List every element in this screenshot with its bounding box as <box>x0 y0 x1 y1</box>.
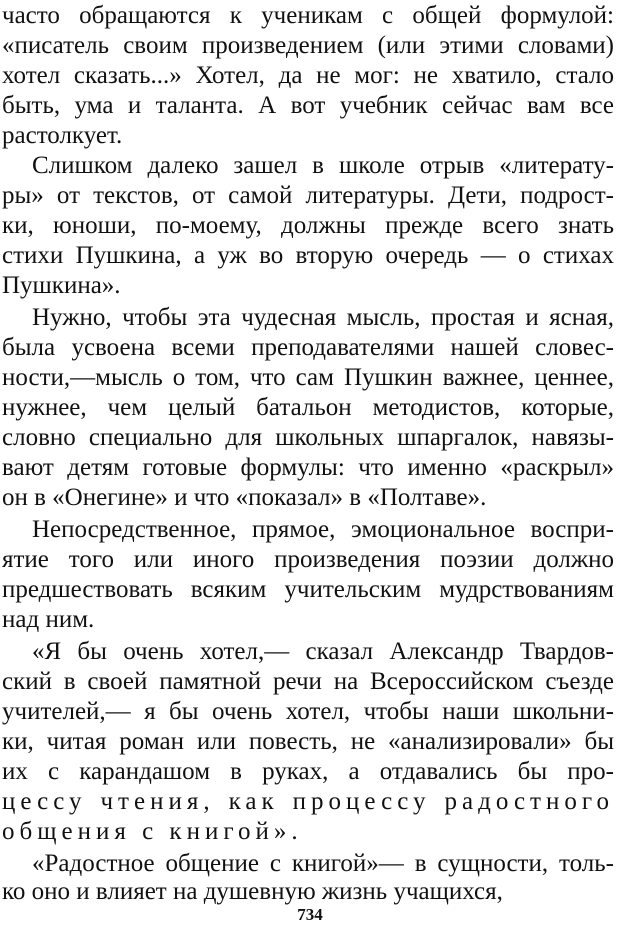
paragraph-first-line: Нужно, чтобы эта чудесная мысль, простая и ясная, <box>32 304 614 331</box>
text-line-spaced: общения с книгой». <box>2 818 303 845</box>
text-line: ский в своей памятной речи на Всероссийском съезде <box>2 668 614 695</box>
text-line: ры» от текстов, от самой литературы. Дети, подрост- <box>2 182 614 209</box>
text-line: ки, читая роман или повесть, не «анализировали» бы <box>2 728 614 755</box>
text-line: ятие того или иного произведения поэзии должно <box>2 546 614 573</box>
paragraph-first-line: Слишком далеко зашел в школе отрыв «литерату- <box>32 152 614 179</box>
page-number: 734 <box>297 905 323 924</box>
paragraph-first-line: «Я бы очень хотел,— сказал Александр Твардов- <box>32 638 614 665</box>
paragraph-first-line: Непосредственное, прямое, эмоциональное воспри- <box>32 516 614 543</box>
paragraph-first-line: «Радостное общение с книгой»— в сущности, толь- <box>32 850 614 877</box>
text-line: часто обращаются к ученикам с общей формулой: <box>2 2 614 29</box>
text-line: над ним. <box>2 606 95 633</box>
text-line: учителей,— я бы очень хотел, чтобы наши школьни- <box>2 698 614 725</box>
text-line: их с карандашом в руках, а отдавались бы про- <box>2 758 614 785</box>
text-line: словно специально для школьных шпаргалок, навязы- <box>2 424 614 451</box>
text-line: ки, юноши, по-моему, должны прежде всего знать <box>2 212 614 239</box>
text-line: быть, ума и таланта. А вот учебник сейчас вам все <box>2 92 614 119</box>
text-line: «писатель своим произведением (или этими словами) <box>2 32 614 59</box>
text-line: стихи Пушкина, а уж во вторую очередь — о стихах <box>2 242 614 269</box>
text-line: Пушкина». <box>2 272 121 299</box>
text-line: ности,—мысль о том, что сам Пушкин важнее, ценнее, <box>2 364 614 391</box>
text-line: ко оно и влияет на душевную жизнь учащихся, <box>2 878 503 905</box>
text-line: он в «Онегине» и что «показал» в «Полтаве». <box>2 484 487 511</box>
text-line: нужнее, чем целый батальон методистов, которые, <box>2 394 614 421</box>
text-line: хотел сказать...» Хотел, да не мог: не хватило, стало <box>2 62 614 89</box>
text-line: предшествовать всяким учительским мудрствованиям <box>2 576 614 603</box>
text-line-spaced: цессу чтения, как процессу радостного <box>2 788 614 815</box>
text-line: вают детям готовые формулы: что именно «раскрыл» <box>2 454 614 481</box>
text-line: была усвоена всеми преподавателями нашей словес- <box>2 334 614 361</box>
text-line: растолкует. <box>2 122 123 149</box>
